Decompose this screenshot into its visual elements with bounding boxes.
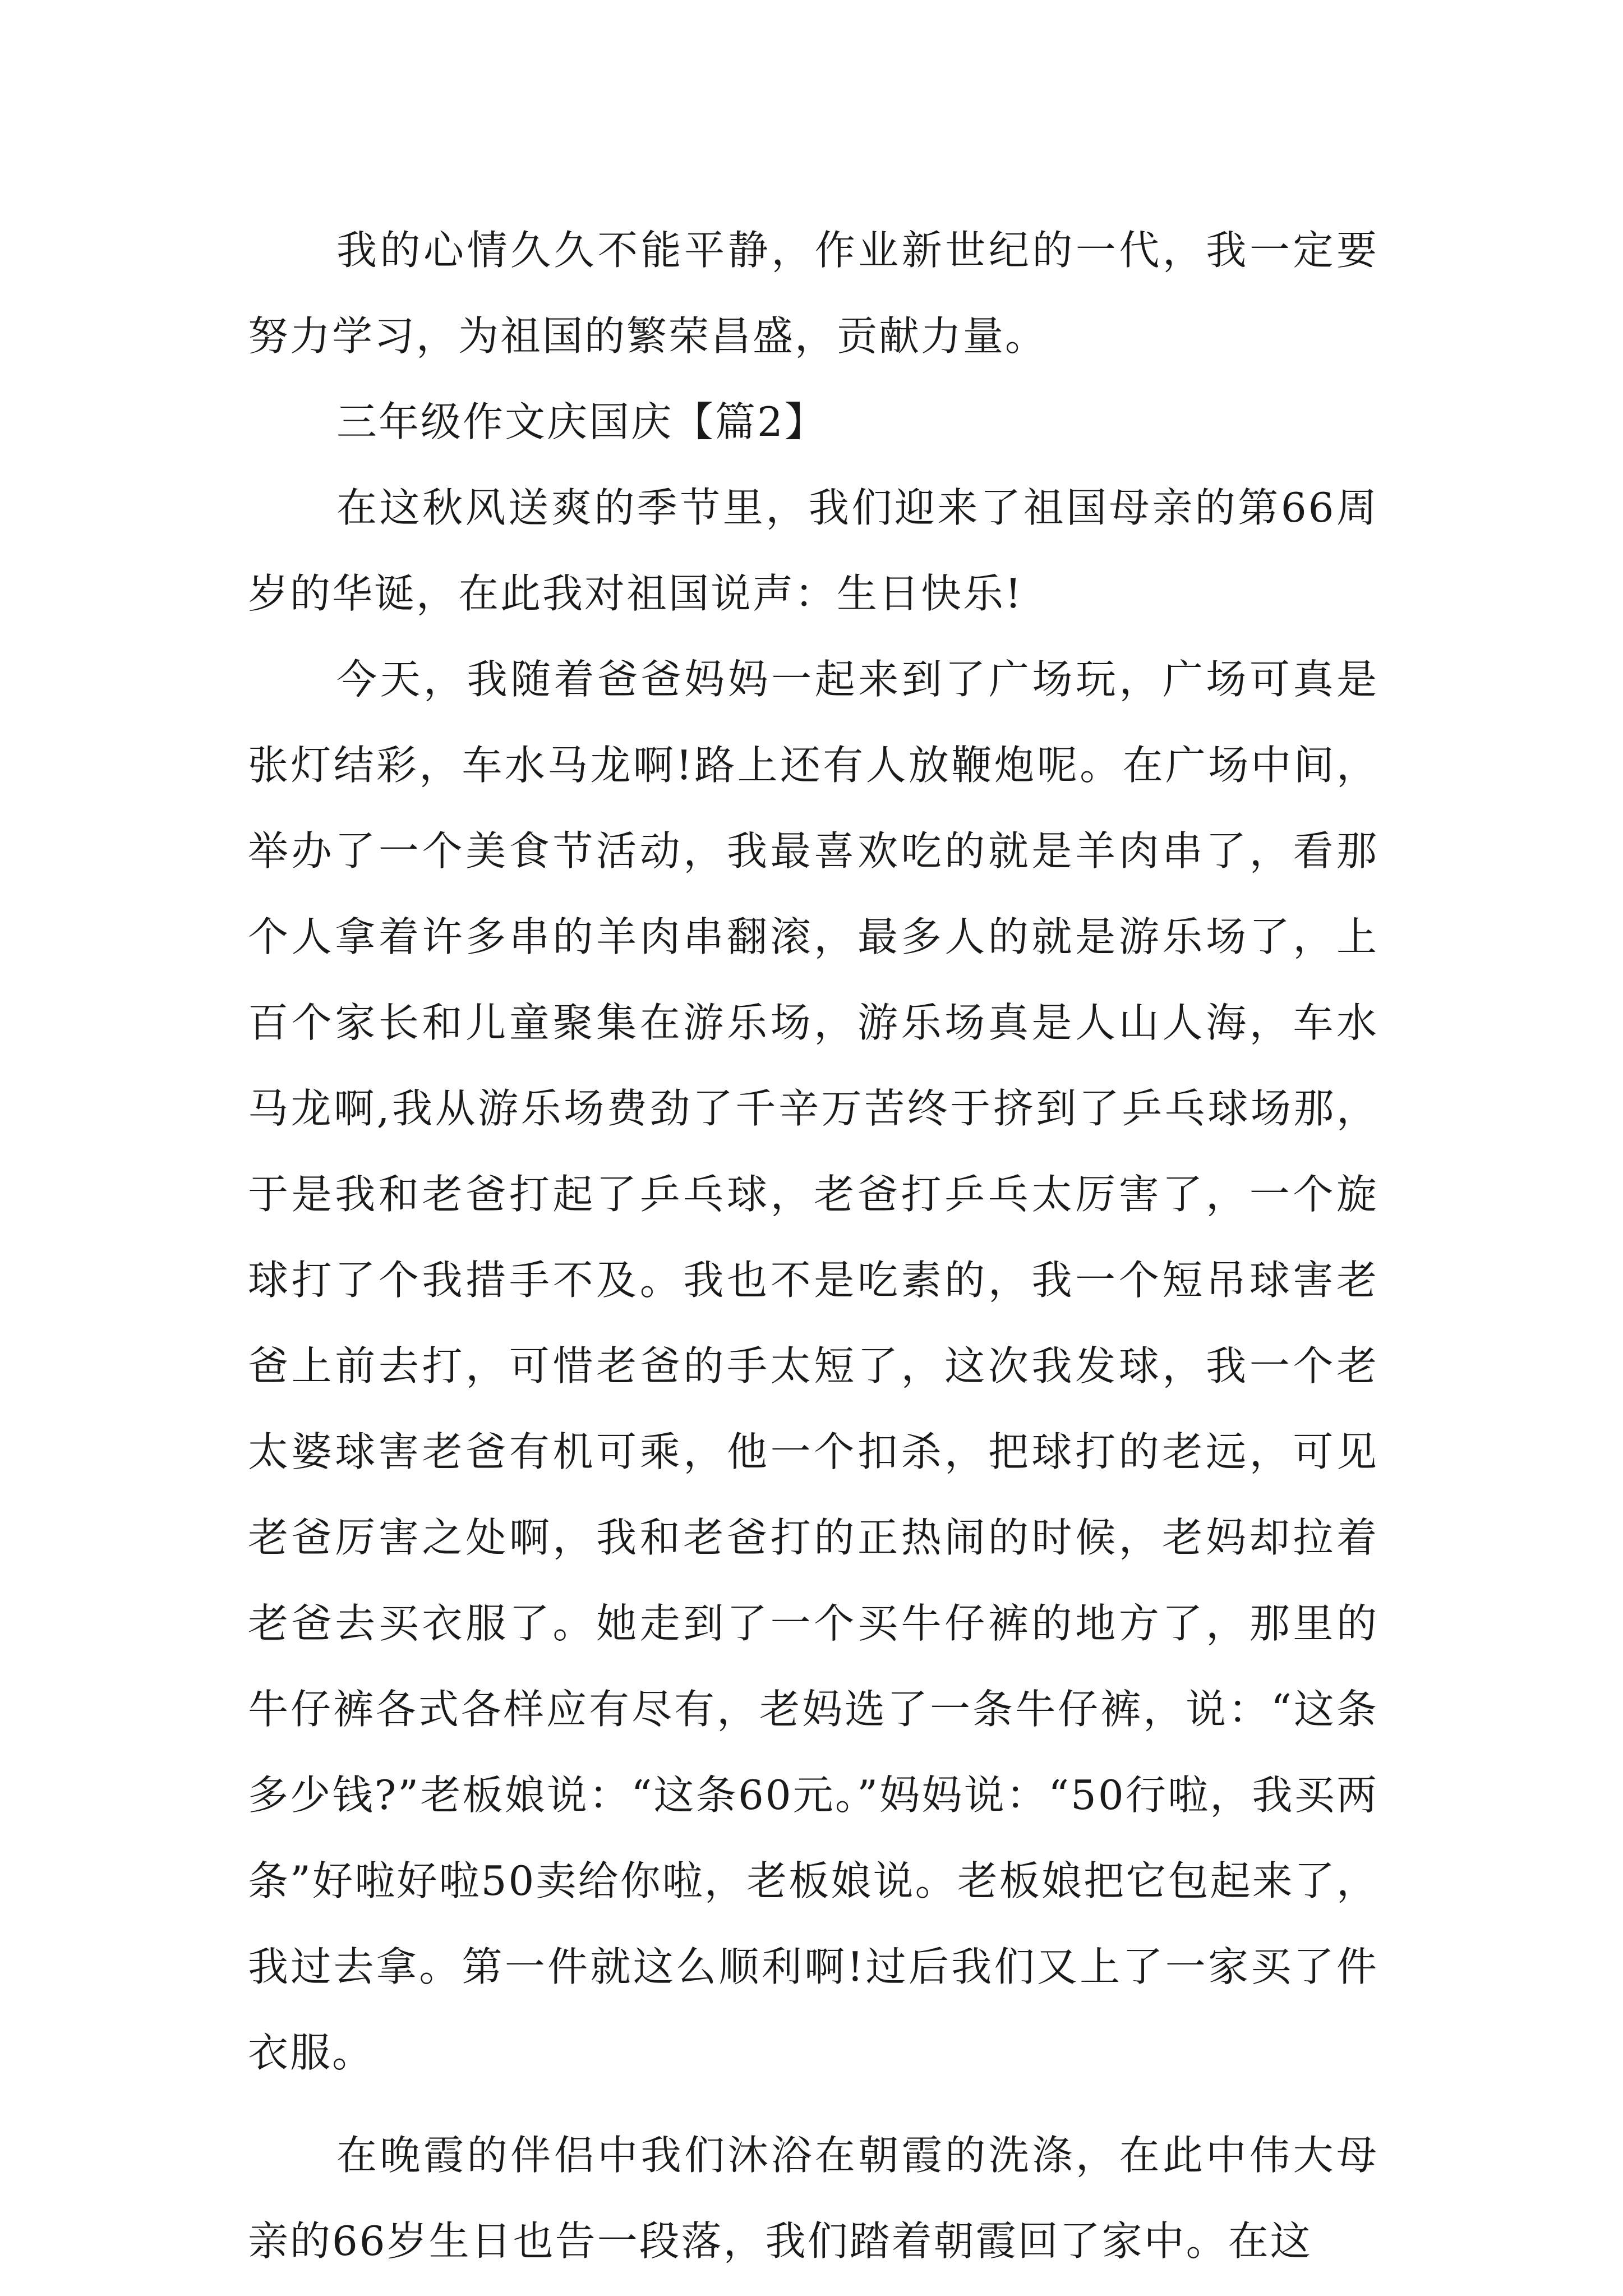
paragraph-closing-reflection: 我的心情久久不能平静，作业新世纪的一代，我一定要努力学习，为祖国的繁荣昌盛，贡献力量。 <box>248 227 1378 360</box>
section-heading-part-2: 三年级作文庆国庆【篇2】 <box>336 398 827 445</box>
paragraph-birthday-greeting: 在这秋风送爽的季节里，我们迎来了祖国母亲的第66周岁的华诞，在此我对祖国说声：生日快乐! <box>248 484 1378 617</box>
paragraph-evening-return: 在晚霞的伴侣中我们沐浴在朝霞的洗涤，在此中伟大母亲的66岁生日也告一段落，我们踏着朝霞回了家中。在这 <box>248 2132 1378 2265</box>
paragraph-square-visit: 今天，我随着爸爸妈妈一起来到了广场玩，广场可真是张灯结彩，车水马龙啊!路上还有人放鞭炮呢。在广场中间，举办了一个美食节活动，我最喜欢吃的就是羊肉串了，看那个人拿着许多串的羊肉串翻滚，最多人的就是游乐场了，上百个家长和儿童聚集在游乐场，游乐场真是人山人海，车水马龙啊,我从游乐场费劲了千辛万苦终于挤到了乒乓球场那，于是我和老爸打起了乒乓球，老爸打乒乓太厉害了，一个旋球打了个我措手不及。我也不是吃素的，我一个短吊球害老爸上前去打，可惜老爸的手太短了，这次我发球，我一个老太婆球害老爸有机可乘，他一个扣杀，把球打的老远，可见老爸厉害之处啊，我和老爸打的正热闹的时候，老妈却拉着老爸去买衣服了。她走到了一个买牛仔裤的地方了，那里的牛仔裤各式各样应有尽有，老妈选了一条牛仔裤，说：“这条多少钱?”老板娘说：“这条60元。”妈妈说：“50行啦，我买两条”好啦好啦50卖给你啦，老板娘说。老板娘把它包起来了，我过去拿。第一件就这么顺利啊!过后我们又上了一家买了件衣服。 <box>248 656 1378 2076</box>
document-body <box>248 208 1378 2284</box>
